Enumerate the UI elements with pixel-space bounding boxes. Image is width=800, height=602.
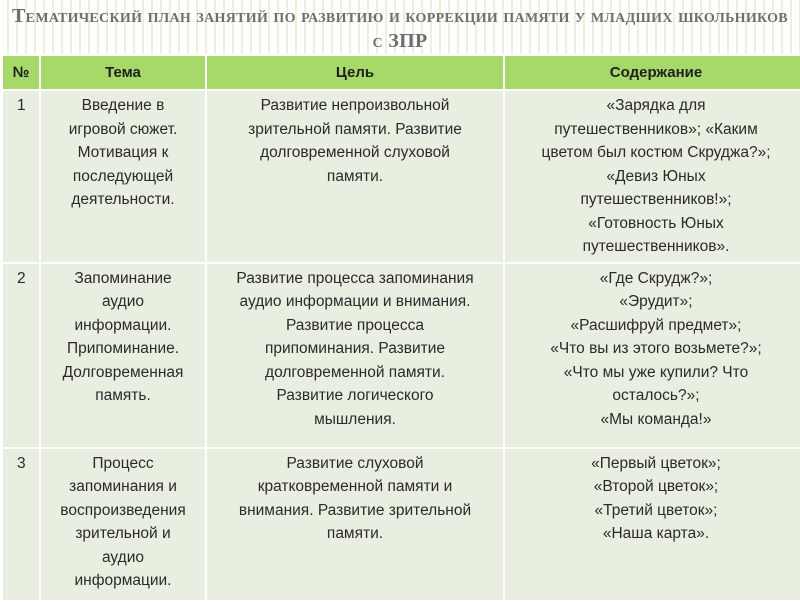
- row-number: 3: [2, 448, 40, 601]
- plan-table-wrapper: [1, 54, 799, 602]
- row-topic: [40, 448, 206, 601]
- row-topic: [40, 263, 206, 448]
- row-number: 1: [2, 90, 40, 263]
- plan-table: [1, 54, 800, 602]
- row-topic: [40, 90, 206, 263]
- row-number: 2: [2, 263, 40, 448]
- header-topic: Тема: [40, 55, 206, 90]
- content-text: «Где Скрудж?»; «Эрудит»; «Расшифруй предмет»; «Что вы из этого возьмете?»; «Что мы уже купили? Что осталось?»; «Мы команда!»: [550, 269, 762, 428]
- row-content: [504, 448, 800, 601]
- row-content: [504, 263, 800, 448]
- goal-text: Развитие процесса запоминания аудио информации и внимания. Развитие процесса припоминания. Развитие долговременной памяти. Развитие логического мышления.: [236, 269, 474, 428]
- goal-text: Развитие слуховой кратковременной памяти и внимания. Развитие зрительной памяти.: [238, 454, 472, 542]
- table-row: [2, 448, 800, 601]
- header-goal: Цель: [206, 55, 504, 90]
- content-text: «Первый цветок»; «Второй цветок»; «Третий цветок»; «Наша карта».: [591, 454, 721, 542]
- topic-text: Процесс запоминания и воспроизведения зрительной и аудио информации.: [60, 454, 186, 589]
- row-goal: [206, 448, 504, 601]
- goal-text: Развитие непроизвольной зрительной памяти. Развитие долговременной слуховой памяти.: [248, 97, 462, 185]
- topic-text: Запоминание аудио информации. Припоминание. Долговременная память.: [62, 269, 184, 404]
- row-goal: [206, 263, 504, 448]
- topic-text: Введение в игровой сюжет. Мотивация к последующей деятельности.: [68, 97, 178, 208]
- row-content: [504, 90, 800, 263]
- table-row: [2, 90, 800, 263]
- table-row: [2, 263, 800, 448]
- table-header-row: [2, 55, 800, 90]
- row-goal: [206, 90, 504, 263]
- header-number: №: [2, 55, 40, 90]
- header-content: Содержание: [504, 55, 800, 90]
- content-text: «Зарядка для путешественников»; «Каким цветом был костюм Скруджа?»; «Девиз Юных путешественников!»; «Готовность Юных путешественников».: [541, 97, 771, 255]
- page-title: Тематический план занятий по развитию и коррекции памяти у младших школьников с ЗПР: [12, 5, 788, 52]
